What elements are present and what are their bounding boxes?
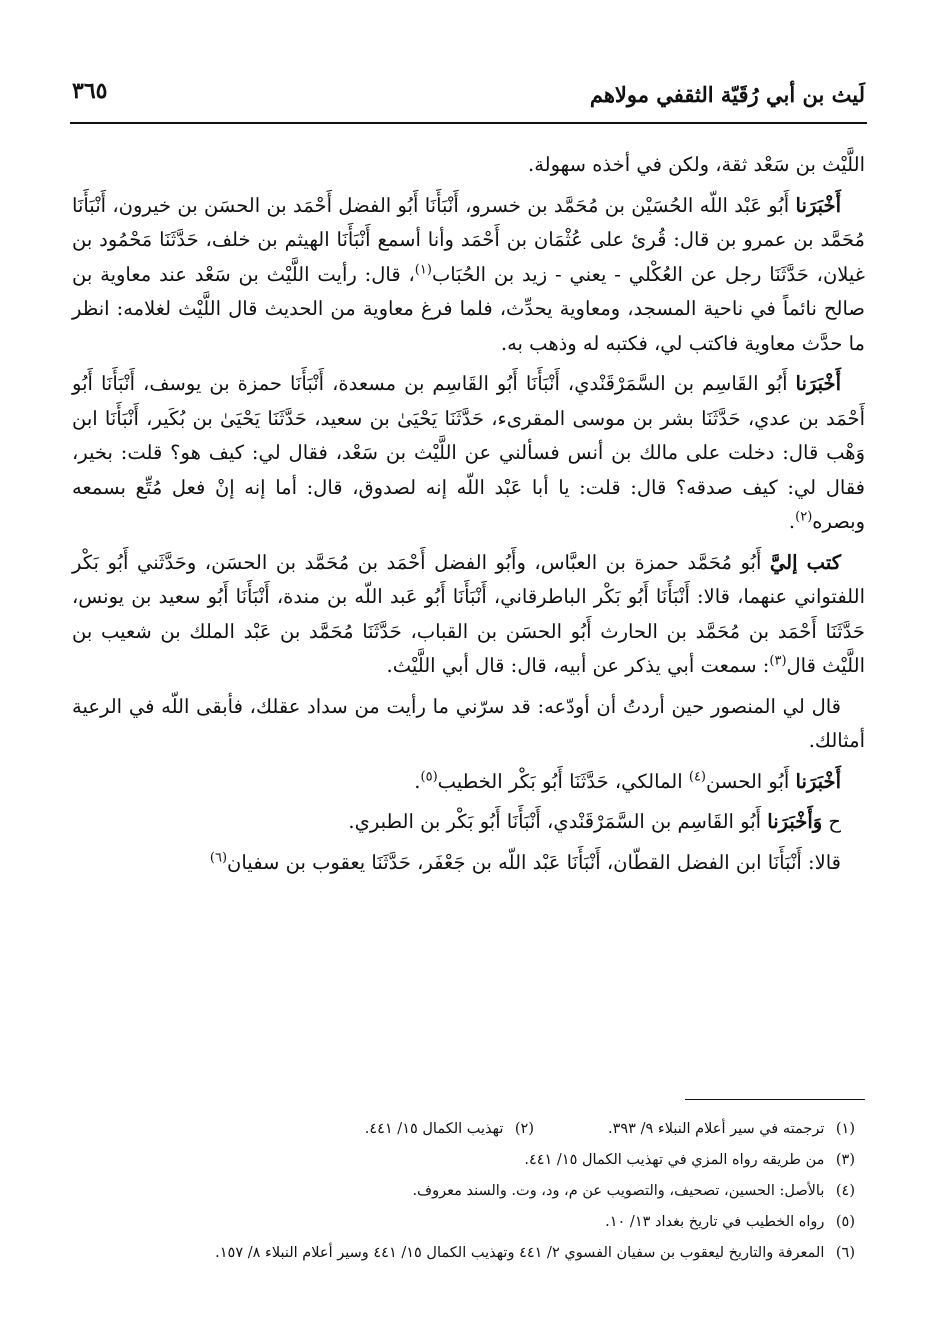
- paragraph-7-prefix: ح: [822, 810, 841, 833]
- paragraph-6: [72, 765, 865, 800]
- paragraph-1-text: اللَّيْث بن سَعْد ثقة، ولكن في أخذه سهولة.: [528, 153, 865, 176]
- main-text: [72, 148, 865, 886]
- paragraph-6-text-c: .: [414, 769, 421, 793]
- footnotes: [72, 1114, 865, 1269]
- paragraph-7: [72, 805, 865, 840]
- paragraph-4-text-b: : سمعت أبي يذكر عن أبيه، قال: قال أبي اللَّيْث.: [386, 654, 770, 677]
- paragraph-6-text-a: أَبُو الحسن: [706, 769, 796, 793]
- paragraph-2: [72, 189, 865, 362]
- footnote-text: ترجمته في سير أعلام النبلاء ٩/ ٣٩٣.: [608, 1121, 825, 1137]
- footnote-text: تهذيب الكمال ١٥/ ٤٤١.: [364, 1121, 504, 1137]
- paragraph-2-text-b: ، قال: رأيت اللَّيْث بن سَعْد عند معاوية بن صالح نائماً في ناحية المسجد، ومعاوية يحدِّث، فلما فرغ معاوية من الحديث قال اللَّيْث لغلامه: انظر ما حدَّث معاوية فاكتب لي، فكتبه له وذهب به.: [72, 262, 865, 355]
- footnote-number: (٥): [835, 1214, 855, 1230]
- paragraph-4: [72, 546, 865, 684]
- footnote-row: [72, 1207, 865, 1238]
- footnote-number: (٦): [835, 1245, 855, 1261]
- paragraph-1: [72, 148, 865, 183]
- narration-keyword: أَخْبَرَنا: [795, 769, 841, 793]
- page-header: [72, 72, 865, 116]
- page-number: ٣٦٥: [72, 78, 108, 104]
- paragraph-8: [72, 846, 865, 881]
- footnote-row: [72, 1176, 865, 1207]
- narration-keyword: أَخْبَرَنا: [795, 193, 841, 217]
- footnote-number: (٢): [514, 1121, 534, 1137]
- footnote-text: المعرفة والتاريخ ليعقوب بن سفيان الفسوي ٢/ ٤٤١ وتهذيب الكمال ١٥/ ٤٤١ وسير أعلام النبلاء ٨/ ١٥٧.: [215, 1245, 825, 1261]
- paragraph-5-text: قال لي المنصور حين أردتُ أن أودّعه: قد سرّني ما رأيت من سداد عقلك، فأبقى اللّه في الرعية أمثالك.: [72, 694, 865, 752]
- footnote-ref-6[interactable]: (٦): [209, 850, 228, 865]
- footnote-4: [412, 1176, 865, 1207]
- footnote-separator: [685, 1099, 865, 1100]
- footnote-3: [524, 1145, 865, 1176]
- footnote-text: بالأصل: الحسين، تصحيف، والتصويب عن م، ود، وت. والسند معروف.: [412, 1183, 825, 1199]
- narration-keyword: وَأَخْبَرَنا: [767, 810, 823, 833]
- paragraph-3-text-a: أَبُو القَاسِم بن السَّمَرْقَنْدي، أَنْبَأَنَا أَبُو القَاسِم بن مسعدة، أَنْبَأَنَا حمزة بن يوسف، أَنْبَأَنَا أَبُو أَحْمَد بن عدي، حَدَّثَنَا بشر بن موسى المقرىء، حَدَّثَنَا يَحْيَىٰ بن سعيد، حَدَّثَنَا يَحْيَىٰ بن بُكَير، أَنْبَأَنَا ابن وَهْب قال: دخلت على مالك بن أنس فسألني عن اللَّيْث بن سَعْد، فقال لي: كيف هو؟ قلت: بخير، فقال لي: كيف صدقه؟ قال: قلت: يا أبا عَبْد اللّه إنه لصدوق، قال: أما إنه إنْ فعل مُتِّع بسمعه وبصره: [72, 372, 865, 533]
- footnote-5: [605, 1207, 865, 1238]
- footnote-row: [72, 1114, 865, 1145]
- narration-keyword: أَخْبَرَنا: [795, 372, 841, 395]
- footnote-ref-1[interactable]: (١): [414, 262, 432, 277]
- footnote-gap: [544, 1114, 608, 1145]
- paragraph-3-text-b: .: [788, 510, 796, 533]
- paragraph-5: [72, 690, 865, 759]
- footnote-2: [365, 1114, 544, 1145]
- footnote-number: (٣): [835, 1152, 855, 1168]
- paragraph-6-text-b: المالكي، حَدَّثَنَا أَبُو بَكْر الخطيب: [437, 769, 689, 793]
- footnote-6: [215, 1238, 865, 1269]
- paragraph-7-text: أَبُو القَاسِم بن السَّمَرْقَنْدي، أَنْبَأَنَا أَبُو بَكْر بن الطبري.: [348, 810, 768, 833]
- paragraph-8-text: قالا: أَنْبَأَنَا ابن الفضل القطّان، أَنْبَأَنَا عَبْد اللّه بن جَعْفَر، حَدَّثَنَا يعقوب بن سفيان: [227, 850, 841, 874]
- header-rule: [70, 122, 867, 124]
- footnote-ref-5[interactable]: (٥): [420, 769, 438, 784]
- footnote-row: [72, 1145, 865, 1176]
- footnote-ref-4[interactable]: (٤): [688, 769, 706, 784]
- footnote-number: (١): [835, 1121, 855, 1137]
- paragraph-3: [72, 367, 865, 540]
- narration-keyword: كتب إليَّ: [769, 550, 841, 574]
- footnote-ref-3[interactable]: (٣): [769, 653, 787, 669]
- paragraph-4-text-a: أَبُو مُحَمَّد حمزة بن العبَّاس، وأَبُو الفضل أَحْمَد بن مُحَمَّد بن الحسَن، وحَدَّثَني أَبُو بَكْر اللفتواني عنهما، قالا: أَنْبَأَنَا أَبُو بَكْر الباطرقاني، أَنْبَأَنَا أَبُو عَبد اللّه بن مندة، أَنْبَأَنَا أَبُو سعيد بن يونس، حَدَّثَنَا أَحْمَد بن مُحَمَّد بن الحارث أَبُو الحسَن بن القباب، حَدَّثَنَا مُحَمَّد بن عَبْد الملك بن شعيب بن اللَّيْث قال: [72, 550, 865, 677]
- footnote-ref-2[interactable]: (٢): [795, 509, 813, 525]
- footnote-text: رواه الخطيب في تاريخ بغداد ١٣/ ١٠.: [605, 1214, 825, 1230]
- footnote-number: (٤): [835, 1183, 855, 1199]
- footnote-row: [72, 1238, 865, 1269]
- running-title: لَيث بن أبي رُقَيّة الثقفي مولاهم: [589, 82, 865, 107]
- footnote-1: [608, 1114, 865, 1145]
- paragraph-2-text-a: أَبُو عَبْد اللّه الحُسَيْن بن مُحَمَّد بن خسرو، أَنْبَأَنَا أَبُو الفضل أَحْمَد بن الحسَن بن خيرون، أَنْبَأَنَا مُحَمَّد بن عمرو بن قال: قُرئ على عُثْمَان بن أَحْمَد وأنا أسمع أَنْبَأَنَا الهيثم بن خلف، حَدَّثَنَا مَحْمُود بن غيلان، حَدَّثَنَا رجل عن العُكْلي - يعني - زيد بن الحُبَاب: [72, 193, 865, 286]
- footnote-text: من طريقه رواه المزي في تهذيب الكمال ١٥/ ٤٤١.: [524, 1152, 825, 1168]
